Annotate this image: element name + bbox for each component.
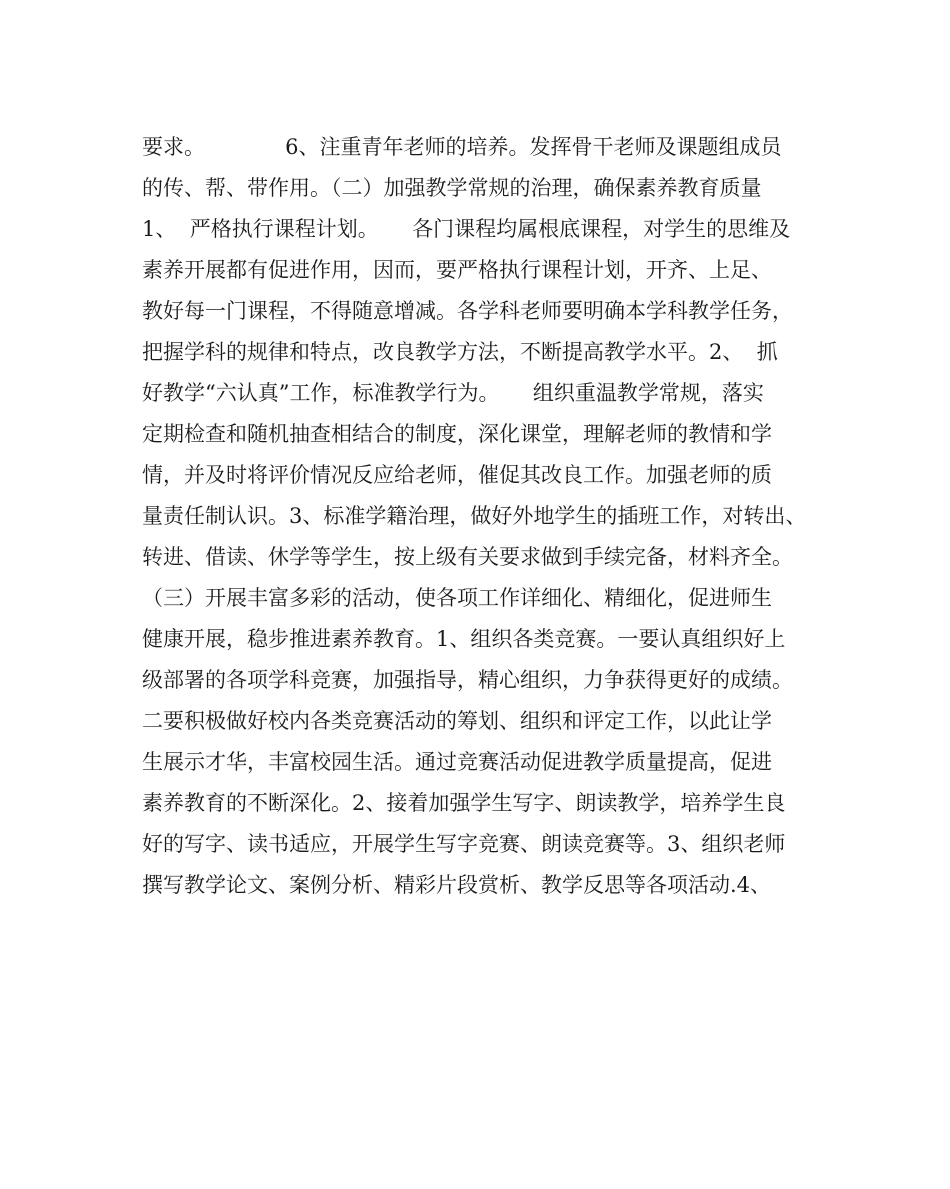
- text-line: 素养教育的不断深化。2、接着加强学生写字、朗读教学，培养学生良: [142, 791, 786, 815]
- text-line: 生展示才华，丰富校园生活。通过竞赛活动促进教学质量提高，促进: [142, 750, 772, 774]
- text-line: （三）开展丰富多彩的活动，使各项工作详细化、精细化，促进师生: [142, 586, 772, 610]
- text-line: 1、 严格执行课程计划。 各门课程均属根底课程，对学生的思维及: [142, 217, 791, 241]
- text-line: 定期检查和随机抽查相结合的制度，深化课堂，理解老师的教情和学: [142, 422, 772, 446]
- text-line: 撰写教学论文、案例分析、精彩片段赏析、教学反思等各项活动.4、: [142, 873, 772, 897]
- text-line: 量责任制认识。3、标准学籍治理，做好外地学生的插班工作，对转出、: [142, 504, 807, 528]
- text-line: 教好每一门课程，不得随意增减。各学科老师要明确本学科教学任务，: [142, 299, 793, 323]
- text-line: 情，并及时将评价情况反应给老师，催促其改良工作。加强老师的质: [142, 463, 772, 487]
- body-text: [142, 131, 832, 910]
- text-line: 好的写字、读书适应，开展学生写字竞赛、朗读竞赛等。3、组织老师: [142, 832, 786, 856]
- text-line: 的传、帮、带作用。（二）加强教学常规的治理，确保素养教育质量: [142, 176, 762, 200]
- text-line: 二要积极做好校内各类竞赛活动的筹划、组织和评定工作，以此让学: [142, 709, 772, 733]
- text-line: 把握学科的规律和特点，改良教学方法，不断提高教学水平。2、 抓: [142, 340, 778, 364]
- text-line: 健康开展，稳步推进素养教育。1、组织各类竞赛。一要认真组织好上: [142, 627, 786, 651]
- text-line: 要求。 6、注重青年老师的培养。发挥骨干老师及课题组成员: [142, 135, 782, 159]
- text-line: 素养开展都有促进作用，因而，要严格执行课程计划，开齐、上足、: [142, 258, 772, 282]
- text-line: 转进、借读、休学等学生，按上级有关要求做到手续完备，材料齐全。: [142, 545, 793, 569]
- text-line: 好教学“六认真”工作，标准教学行为。 组织重温教学常规，落实: [142, 381, 764, 405]
- text-line: 级部署的各项学科竞赛，加强指导，精心组织，力争获得更好的成绩。: [142, 668, 793, 692]
